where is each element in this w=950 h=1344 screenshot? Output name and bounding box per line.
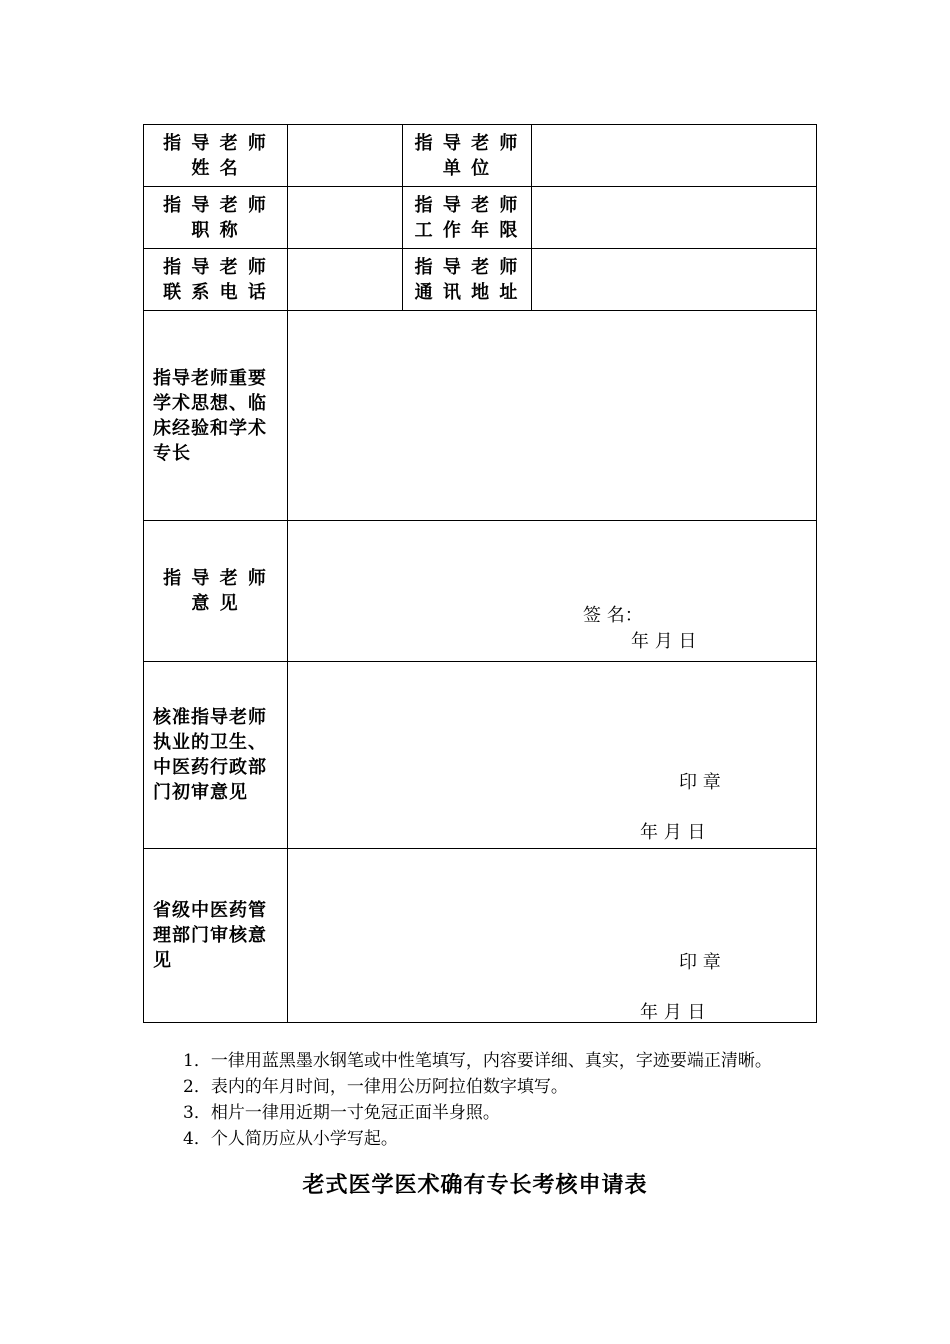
date-label: 年 月 日 xyxy=(640,1002,706,1023)
row-teacher-name xyxy=(144,125,817,187)
row-academic xyxy=(144,311,817,521)
application-form-table xyxy=(143,124,817,1023)
signature-label: 签 名： xyxy=(583,605,643,626)
field-health-dept[interactable] xyxy=(288,662,817,849)
row-health-dept xyxy=(144,662,817,849)
field-teacher-phone[interactable] xyxy=(288,249,403,311)
label-teacher-address: 指 导 老 师 通 讯 地 址 xyxy=(403,249,532,311)
label-teacher-phone: 指 导 老 师 联 系 电 话 xyxy=(144,249,288,311)
row-teacher-contact xyxy=(144,249,817,311)
label-teacher-opinion: 指 导 老 师 意 见 xyxy=(144,521,288,662)
instruction-item: 1．一律用蓝黑墨水钢笔或中性笔填写，内容要详细、真实，字迹要端正清晰。 xyxy=(183,1051,772,1071)
row-teacher-title xyxy=(144,187,817,249)
label-teacher-unit: 指 导 老 师 单 位 xyxy=(403,125,532,187)
date-label: 年 月 日 xyxy=(640,822,706,843)
field-provincial[interactable] xyxy=(288,849,817,1023)
row-teacher-opinion xyxy=(144,521,817,662)
seal-label: 印 章 xyxy=(679,772,721,793)
label-health-dept: 核准指导老师执业的卫生、中医药行政部门初审意见 xyxy=(144,662,288,849)
field-teacher-title[interactable] xyxy=(288,187,403,249)
label-academic: 指导老师重要学术思想、临床经验和学术专长 xyxy=(144,311,288,521)
instruction-item: 4．个人简历应从小学写起。 xyxy=(183,1129,398,1149)
field-teacher-unit[interactable] xyxy=(532,125,817,187)
document-title: 老式医学医术确有专长考核申请表 xyxy=(302,1172,648,1198)
label-teacher-years: 指 导 老 师 工 作 年 限 xyxy=(403,187,532,249)
label-provincial: 省级中医药管理部门审核意见 xyxy=(144,849,288,1023)
field-teacher-opinion[interactable] xyxy=(288,521,817,662)
label-teacher-name: 指 导 老 师 姓 名 xyxy=(144,125,288,187)
field-teacher-address[interactable] xyxy=(532,249,817,311)
instruction-item: 2．表内的年月时间，一律用公历阿拉伯数字填写。 xyxy=(183,1077,568,1097)
date-label: 年 月 日 xyxy=(631,631,697,652)
instruction-item: 3．相片一律用近期一寸免冠正面半身照。 xyxy=(183,1103,500,1123)
field-academic[interactable] xyxy=(288,311,817,521)
seal-label: 印 章 xyxy=(679,952,721,973)
field-teacher-name[interactable] xyxy=(288,125,403,187)
instructions xyxy=(143,1048,815,1152)
label-teacher-title: 指 导 老 师 职 称 xyxy=(144,187,288,249)
field-teacher-years[interactable] xyxy=(532,187,817,249)
row-provincial xyxy=(144,849,817,1023)
